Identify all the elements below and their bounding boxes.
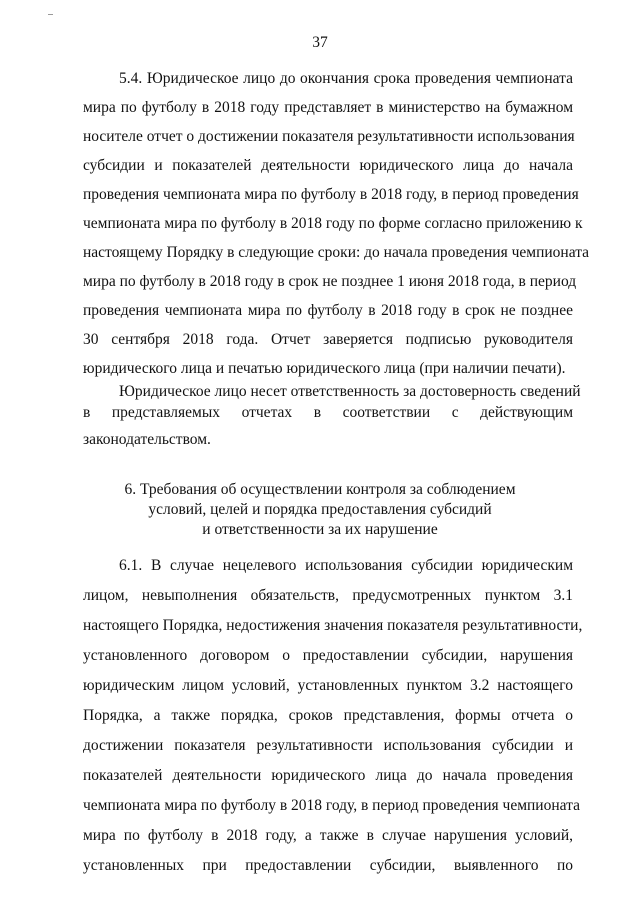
text-line: носителе отчет о достижении показателя результативности использования: [83, 128, 575, 145]
text-line: установленного договором о предоставлении субсидии, нарушения: [83, 647, 573, 664]
text-line: 5.4. Юридическое лицо до окончания срока проведения чемпионата: [119, 70, 573, 87]
heading-line: условий, целей и порядка предоставления субсидий: [148, 501, 492, 518]
text-line: мира по футболу в 2018 году, а также в случае нарушения условий,: [83, 827, 573, 844]
text-line: установленных при предоставлении субсидии, выявленного по: [83, 857, 573, 874]
text-line: мира по футболу в 2018 году в срок не позднее 1 июня 2018 года, в период: [83, 273, 577, 290]
text-line: Юридическое лицо несет ответственность за достоверность сведений: [119, 383, 581, 400]
text-line: юридическим лицом условий, установленных пунктом 3.2 настоящего: [83, 677, 573, 694]
text-line: 6.1. В случае нецелевого использования субсидии юридическим: [119, 557, 573, 574]
text-line: 30 сентября 2018 года. Отчет заверяется подписью руководителя: [83, 331, 573, 348]
text-line: проведения чемпионата мира по футболу в 2018 году, в период проведения: [83, 186, 579, 203]
text-line: Порядка, а также порядка, сроков представления, формы отчета о: [83, 707, 573, 724]
text-line: чемпионата мира по футболу в 2018 году по форме согласно приложению к: [83, 215, 583, 232]
scan-mark: [48, 14, 53, 15]
text-line: субсидии и показателей деятельности юридического лица до начала: [83, 157, 573, 174]
text-line: лицом, невыполнения обязательств, предусмотренных пунктом 3.1: [83, 587, 573, 604]
text-line: настоящему Порядку в следующие сроки: до начала проведения чемпионата: [83, 244, 590, 261]
text-line: достижении показателя результативности использования субсидии и: [83, 737, 573, 754]
heading-line: 6. Требования об осуществлении контроля за соблюдением: [124, 481, 516, 498]
text-line: проведения чемпионата мира по футболу в 2018 году в срок не позднее: [83, 302, 573, 319]
text-line: чемпионата мира по футболу в 2018 году, в период проведения чемпионата: [83, 797, 580, 814]
text-line: настоящего Порядка, недостижения значения показателя результативности,: [83, 617, 583, 634]
text-line: мира по футболу в 2018 году представляет в министерство на бумажном: [83, 99, 573, 116]
text-line: в представляемых отчетах в соответствии с действующим: [83, 404, 573, 421]
heading-line: и ответственности за их нарушение: [202, 521, 438, 538]
text-line: законодательством.: [83, 431, 211, 448]
text-line: показателей деятельности юридического лица до начала проведения: [83, 767, 573, 784]
text-line: юридического лица и печатью юридического лица (при наличии печати).: [83, 360, 566, 377]
page-number: 37: [312, 34, 328, 51]
